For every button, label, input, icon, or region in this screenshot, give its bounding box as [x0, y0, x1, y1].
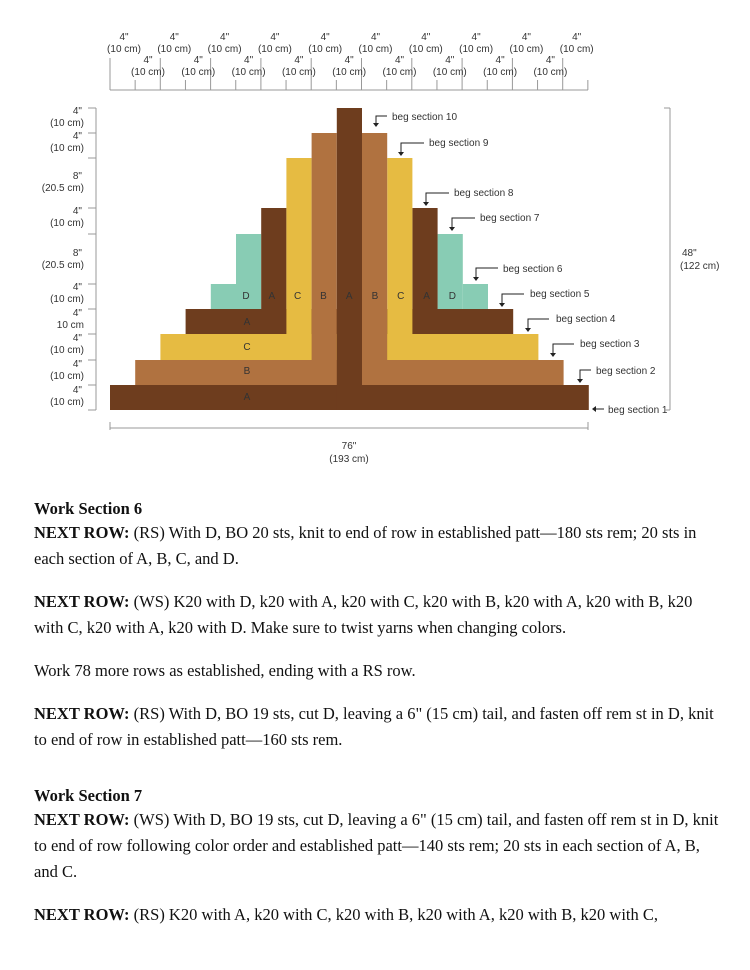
left-dim-metric: (10 cm) [50, 218, 84, 229]
ruler-metric: (10 cm) [559, 44, 594, 55]
column-letter: B [371, 291, 379, 302]
left-dim-metric: (10 cm) [50, 397, 84, 408]
column-letter: B [320, 291, 327, 302]
callout-arrow [401, 143, 424, 153]
ruler-value: 4" [445, 55, 455, 66]
arrow-head-icon [550, 353, 556, 357]
section-callout-label: beg section 8 [454, 188, 514, 199]
right-dim-metric: (122 cm) [680, 261, 720, 272]
column-strip [337, 108, 362, 385]
next-row-label: NEXT ROW: [34, 704, 130, 723]
ruler-value: 4" [344, 55, 354, 66]
left-dim-value: 4" [72, 282, 82, 293]
next-row-label: NEXT ROW: [34, 905, 130, 924]
left-dim-value: 4" [72, 333, 82, 344]
band-letter-A: A [243, 317, 251, 328]
ruler-metric: (10 cm) [358, 44, 393, 55]
section-callout-label: beg section 7 [480, 213, 540, 224]
ruler-value: 4" [220, 32, 230, 43]
callout-arrow [528, 319, 549, 329]
instruction-text: (WS) With D, BO 19 sts, cut D, leaving a 6" (15 cm) tail, and fasten off rem st in D, knit to end of row following color order and established patt—140 sts rem; 20 sts in each section of A, B, and C. [34, 810, 719, 881]
column-letter: A [345, 291, 353, 302]
section-callout-label: beg section 3 [580, 339, 640, 350]
left-ruler [42, 106, 96, 410]
section-callout-label: beg section 5 [530, 289, 590, 300]
left-dim-metric: 10 cm [56, 320, 84, 331]
arrow-head-icon [449, 227, 455, 231]
ruler-metric: (10 cm) [332, 67, 367, 78]
ruler-metric: (10 cm) [308, 44, 343, 55]
column-strip [211, 284, 236, 309]
ruler-metric: (10 cm) [257, 44, 292, 55]
ruler-metric: (10 cm) [533, 67, 568, 78]
left-dim-value: 4" [72, 106, 82, 117]
column-strip [362, 133, 387, 360]
section-6-para-1 [34, 520, 724, 572]
instruction-text: (WS) K20 with D, k20 with A, k20 with C, k20 with B, k20 with A, k20 with B, k20 with C, k20 with A, k20 with D. Make sure to twist yarns when changing colors. [34, 592, 693, 637]
section-6-heading: Work Section 6 [34, 499, 143, 518]
next-row-label: NEXT ROW: [34, 592, 130, 611]
ruler-metric: (10 cm) [131, 67, 165, 78]
section-callout-label: beg section 6 [503, 264, 563, 275]
column-strip [286, 158, 311, 334]
column-strip [387, 158, 412, 334]
ruler-value: 4" [143, 55, 153, 66]
instruction-text: (RS) With D, BO 20 sts, knit to end of row in established patt—180 sts rem; 20 sts in each section of A, B, C, and D. [34, 523, 697, 568]
column-letter: D [242, 291, 250, 302]
ruler-metric: (10 cm) [281, 67, 316, 78]
ruler-value: 4" [394, 55, 405, 66]
callout-arrow [502, 294, 524, 304]
pattern-schematic [0, 0, 750, 480]
left-dim-value: 4" [72, 385, 82, 396]
callout-arrow [580, 370, 591, 380]
section-callout-label: beg section 1 [608, 405, 668, 416]
column-letter: A [423, 291, 430, 302]
ruler-metric: (10 cm) [231, 67, 266, 78]
section-7-para-2 [34, 902, 724, 928]
right-dim-value: 48" [682, 248, 697, 259]
ruler-metric: (10 cm) [509, 44, 544, 55]
left-dim-value: 4" [72, 206, 82, 217]
band-letter-A: A [243, 392, 251, 403]
section-7 [34, 785, 724, 928]
right-dimension [664, 108, 719, 410]
section-callout-label: beg section 4 [556, 314, 616, 325]
bottom-dim-metric: (193 cm) [329, 454, 369, 465]
left-dim-value: 4" [72, 131, 82, 142]
column-letter: D [448, 291, 457, 302]
arrow-head-icon [592, 406, 596, 412]
bottom-dimension [110, 422, 588, 465]
ruler-metric: (10 cm) [459, 44, 494, 55]
band-letter-B: B [243, 366, 251, 377]
section-6 [34, 498, 724, 753]
ruler-value: 4" [572, 32, 582, 43]
ruler-metric: (10 cm) [207, 44, 242, 55]
ruler-value: 4" [270, 32, 280, 43]
section-callout-label: beg section 9 [429, 138, 489, 149]
ruler-value: 4" [521, 32, 531, 43]
callout-arrow [476, 268, 498, 278]
arrow-head-icon [499, 303, 505, 307]
left-dim-metric: (10 cm) [50, 345, 84, 356]
arrow-head-icon [473, 277, 479, 281]
left-dim-metric: (10 cm) [50, 371, 84, 382]
arrow-head-icon [398, 152, 404, 156]
pattern-instructions [34, 498, 724, 945]
next-row-label: NEXT ROW: [34, 523, 130, 542]
ruler-value: 4" [545, 55, 555, 66]
callout-arrow [376, 116, 387, 124]
ruler-value: 4" [370, 32, 381, 43]
ruler-value: 4" [119, 32, 129, 43]
section-7-para-1 [34, 807, 724, 885]
ruler-metric: (10 cm) [107, 44, 141, 55]
left-dim-metric: (10 cm) [50, 294, 84, 305]
bottom-dim-value: 76" [341, 441, 357, 452]
column-strip [463, 284, 488, 309]
section-6-para-3: Work 78 more rows as established, ending with a RS row. [34, 661, 416, 680]
section-7-heading: Work Section 7 [34, 786, 143, 805]
ruler-metric: (10 cm) [432, 67, 467, 78]
ruler-metric: (10 cm) [157, 44, 192, 55]
ruler-value: 4" [495, 55, 505, 66]
ruler-value: 4" [320, 32, 330, 43]
column-letter: C [397, 291, 405, 302]
left-dim-value: 8" [72, 171, 82, 182]
ruler-metric: (10 cm) [483, 67, 518, 78]
arrow-head-icon [423, 202, 429, 206]
section-callout-label: beg section 2 [596, 366, 656, 377]
section-callout-label: beg section 10 [392, 112, 458, 123]
section-6-para-2 [34, 589, 724, 641]
ruler-metric: (10 cm) [382, 67, 417, 78]
ruler-value: 4" [471, 32, 481, 43]
ruler-value: 4" [169, 32, 179, 43]
left-dim-metric: (20.5 cm) [41, 260, 84, 271]
next-row-label: NEXT ROW: [34, 810, 130, 829]
top-ruler [107, 32, 594, 90]
column-strip [312, 133, 337, 360]
ruler-value: 4" [193, 55, 203, 66]
left-dim-metric: (20.5 cm) [41, 183, 84, 194]
ruler-value: 4" [421, 32, 431, 43]
ruler-metric: (10 cm) [181, 67, 216, 78]
center-column-base [337, 385, 362, 410]
callout-arrow [426, 193, 449, 203]
band-letter-C: C [243, 342, 251, 353]
callout-arrow [553, 344, 574, 354]
column-letter: A [268, 291, 276, 302]
ruler-metric: (10 cm) [408, 44, 443, 55]
ruler-value: 4" [294, 55, 304, 66]
instruction-text: (RS) K20 with A, k20 with C, k20 with B, k20 with A, k20 with B, k20 with C, [129, 905, 659, 924]
arrow-head-icon [577, 379, 583, 383]
staircase-shape [110, 108, 589, 410]
left-dim-value: 8" [72, 248, 82, 259]
section-6-para-4 [34, 701, 724, 753]
left-dim-metric: (10 cm) [50, 118, 84, 129]
column-letter: C [293, 291, 302, 302]
callout-arrow [452, 218, 475, 228]
arrow-head-icon [373, 123, 379, 127]
left-dim-metric: (10 cm) [50, 143, 84, 154]
ruler-value: 4" [244, 55, 254, 66]
left-dim-value: 4" [72, 359, 82, 370]
left-dim-value: 4" [72, 308, 82, 319]
instruction-text: (RS) With D, BO 19 sts, cut D, leaving a 6" (15 cm) tail, and fasten off rem st in D, knit to end of row in established patt—160 sts rem. [34, 704, 714, 749]
arrow-head-icon [525, 328, 531, 332]
